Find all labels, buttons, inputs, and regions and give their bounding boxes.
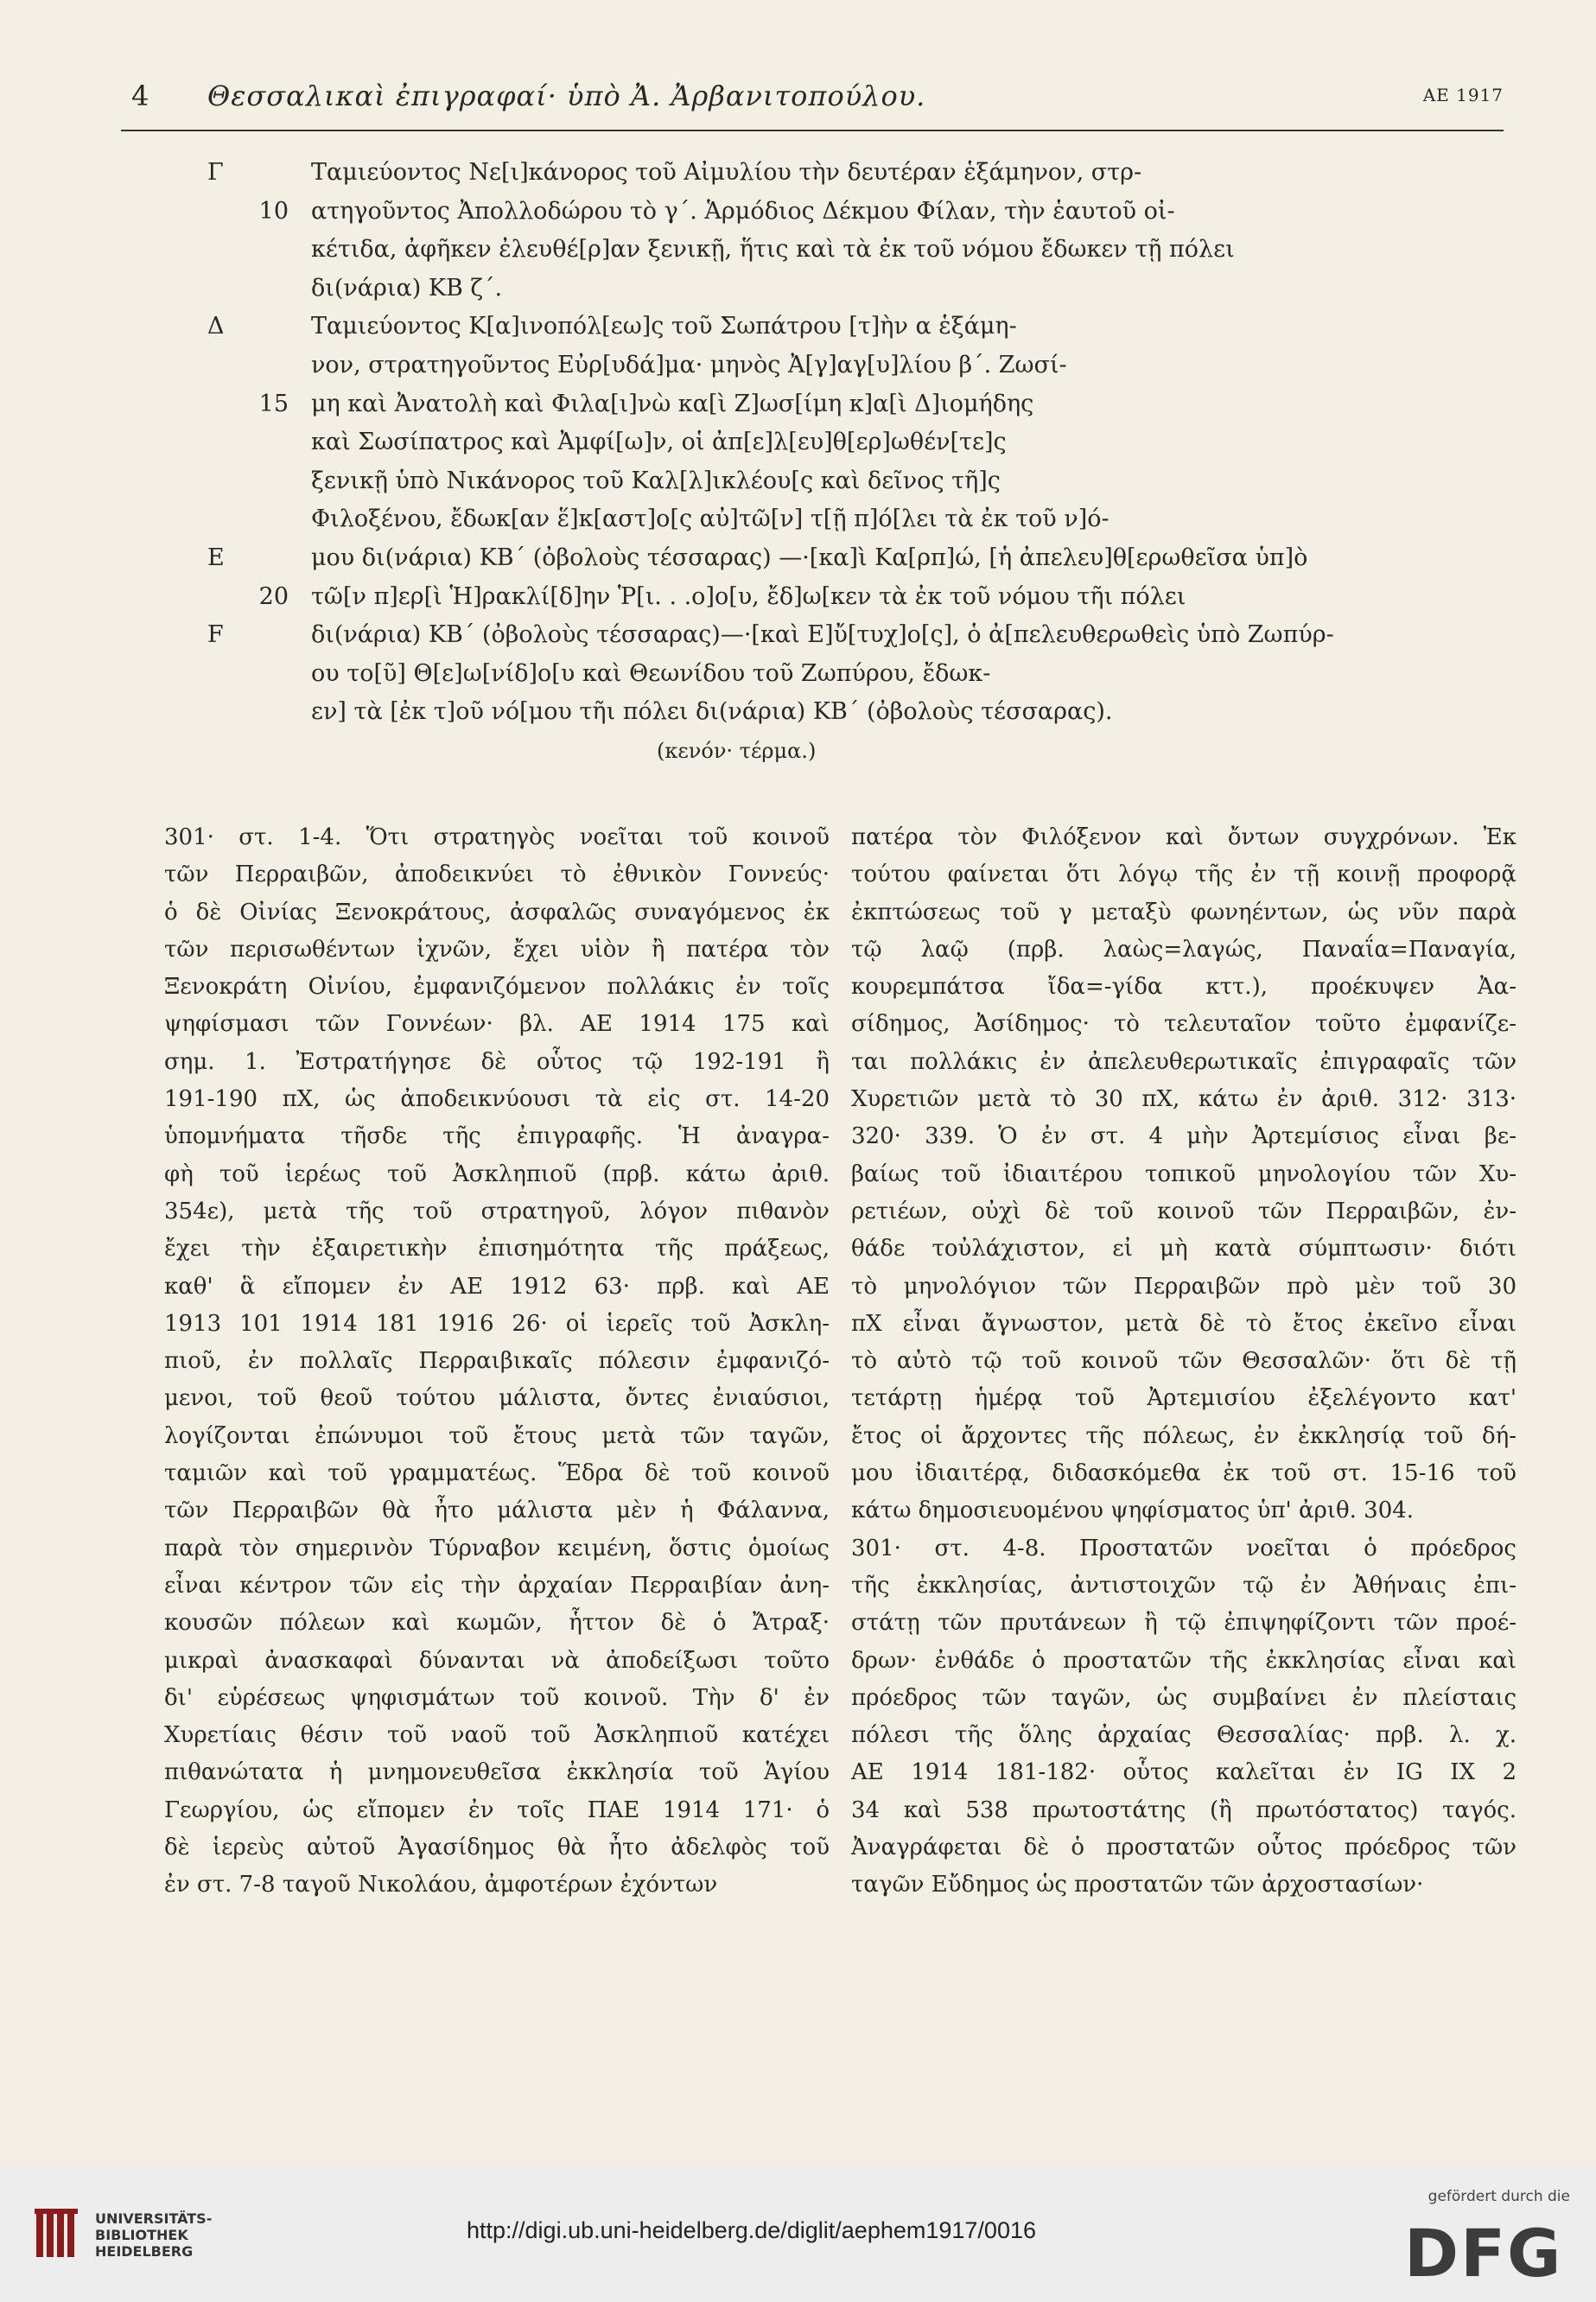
commentary-line: ρετιέων, οὐχὶ δὲ τοῦ κοινοῦ τῶν Περραιβῶν, ἐν- (851, 1198, 1517, 1224)
commentary-line: τῆς ἐκκλησίας, ἀντιστοιχῶν τῷ ἐν Ἀθήναις ἐπι- (851, 1572, 1517, 1599)
inscription-line-text: ατηγοῦντος Ἀπολλοδώρου τὸ γ΄. Ἁρμόδιος Δέκμου Φίλαν, τὴν ἑαυτοῦ οἰ- (311, 197, 1175, 225)
commentary-line: λογίζονται ἐπώνυμοι τοῦ ἔτους μετὰ τῶν ταγῶν, (164, 1422, 830, 1449)
library-name-line: UNIVERSITÄTS- (95, 2210, 213, 2227)
inscription-line-text: Ταμιεύοντος Νε[ι]κάνορος τοῦ Αἰμυλίου τὴν δευτέραν ἑξάμηνον, στρ- (311, 159, 1142, 186)
commentary-line: ὁ δὲ Οἰνίας Ξενοκράτους, ἀσφαλῶς συναγόμενος ἐκ (164, 899, 830, 925)
commentary-line: τῶν Περραιβῶν, ἀποδεικνύει τὸ ἐθνικὸν Γοννεύς· (164, 862, 830, 888)
commentary-line: πόλεσι τῆς ὅλης ἀρχαίας Θεσσαλίας· πρβ. λ. χ. (851, 1722, 1517, 1749)
commentary-line: ἔτος οἱ ἄρχοντες τῆς πόλεως, ἐν ἐκκλησίᾳ τοῦ δή- (851, 1422, 1517, 1449)
inscription-end-note (207, 732, 1434, 771)
header-rule (121, 130, 1504, 131)
commentary-left-column (164, 819, 830, 1905)
commentary-line: κουρεμπάτσα ἴδα=-γίδα κττ.), προέκυψεν Ἀα- (851, 974, 1517, 1001)
commentary-line: δι' εὑρέσεως ψηφισμάτων τοῦ κοινοῦ. Τὴν δ' ἐν (164, 1684, 830, 1711)
commentary-line: ὑπομνήματα τῆσδε τῆς ἐπιγραφῆς. Ἡ ἀναγρα- (164, 1123, 830, 1150)
commentary-line: μου ἰδιαιτέρᾳ, διδασκόμεθα ἐκ τοῦ στ. 15-16 τοῦ (851, 1460, 1517, 1487)
commentary-line: τετάρτῃ ἡμέρᾳ τοῦ Ἀρτεμισίου ἐξελέγοντο κατ' (851, 1385, 1517, 1412)
inscription-line-text: δι(νάρια) ΚΒ ζ΄. (311, 274, 503, 302)
commentary-line: 320· 339. Ὁ ἐν στ. 4 μὴν Ἀρτεμίσιος εἶναι βε- (851, 1123, 1517, 1150)
inscription-line (207, 539, 1434, 578)
commentary-line: πρόεδρος τῶν ταγῶν, ὡς συμβαίνει ἐν πλείσταις (851, 1684, 1517, 1711)
commentary-line: τὸ αὐτὸ τῷ τοῦ κοινοῦ τῶν Θεσσαλῶν· ὅτι δὲ τῇ (851, 1348, 1517, 1375)
commentary-line: κάτω δημοσιευομένου ψηφίσματος ὑπ' ἀριθ. 304. (851, 1498, 1415, 1524)
digitization-footer (0, 2169, 1596, 2302)
commentary-line: ψηφίσμασι τῶν Γοννέων· βλ. ΑΕ 1914 175 καὶ (164, 1011, 830, 1038)
running-title: Θεσσαλικαὶ ἐπιγραφαί· ὑπὸ Ἀ. Ἀρβανιτοπούλου. (207, 79, 926, 112)
commentary-line: στάτῃ τῶν πρυτάνεων ἢ τῷ ἐπιψηφίζοντι τῶν προέ- (851, 1610, 1517, 1637)
commentary-right-column (851, 819, 1517, 1905)
funding-note: gefördert durch die (1427, 2188, 1570, 2205)
face-letter: Δ (207, 313, 225, 340)
commentary-line: βαίως τοῦ ἰδιαιτέρου τοπικοῦ μηνολογίου τῶν Χυ- (851, 1161, 1517, 1187)
commentary-line: Ἀναγράφεται δὲ ὁ προστατῶν οὗτος πρόεδρος τῶν (851, 1835, 1517, 1861)
inscription-line-text: ξενικῇ ὑπὸ Νικάνορος τοῦ Καλ[λ]ικλέου[ς καὶ δεῖνος τῆ]ς (311, 467, 1001, 494)
inscription-line (207, 655, 1434, 694)
commentary-line: δρων· ἐνθάδε ὁ προστατῶν τῆς ἐκκλησίας εἶναι καὶ (851, 1647, 1517, 1674)
commentary-line: δὲ ἱερεὺς αὐτοῦ Ἀγασίδημος θὰ ἦτο ἀδελφὸς τοῦ (164, 1835, 830, 1861)
journal-reference: ΑΕ 1917 (1422, 85, 1504, 105)
library-name-line: BIBLIOTHEK (95, 2227, 188, 2243)
inscription-line-text: ου το[ῦ] Θ[ε]ω[νίδ]ο[υ καὶ Θεωνίδου τοῦ Ζωπύρου, ἔδωκ- (311, 659, 991, 687)
face-letter: Ε (207, 544, 225, 571)
commentary-line: παρὰ τὸν σημερινὸν Τύρναβον κειμένη, ὅστις ὁμοίως (164, 1535, 830, 1561)
inscription-line (207, 693, 1434, 732)
commentary-line: ἔχει τὴν ἐξαιρετικὴν ἐπισημότητα τῆς πράξεως, (164, 1236, 830, 1262)
inscription-line (207, 462, 1434, 501)
commentary-line: τούτου φαίνεται ὅτι λόγῳ τῆς ἐν τῇ κοινῇ προφορᾷ (851, 862, 1517, 888)
inscription-line-text: νον, στρατηγοῦντος Εὐρ[υδά]μα· μηνὸς Ἀ[γ]αγ[υ]λίου β΄. Ζωσί- (311, 351, 1067, 378)
commentary-line: 301· στ. 4-8. Προστατῶν νοεῖται ὁ πρόεδρος (851, 1535, 1517, 1561)
commentary-line: 34 καὶ 538 πρωτοστάτης (ἢ πρωτόστατος) ταγός. (851, 1796, 1517, 1823)
face-letter: Γ (207, 159, 224, 186)
commentary-line: Ξενοκράτη Οἰνίου, ἐμφανιζόμενον πολλάκις ἐν τοῖς (164, 974, 830, 1001)
inscription-line (207, 308, 1434, 347)
inscription-line-text: μου δι(νάρια) ΚΒ΄ (ὀβολοὺς τέσσαρας) —·[κα]ὶ Κα[ρπ]ώ, [ἡ ἀπελευ]θ[ερωθεῖσα ὑπ]ὸ (311, 544, 1308, 571)
commentary-line: σίδημος, Ἀσίδημος· τὸ τελευταῖον τοῦτο ἐμφανίζε- (851, 1011, 1517, 1038)
commentary-line: τῷ λαῷ (πρβ. λαὼς=λαγώς, Παναΐα=Παναγία, (851, 936, 1517, 963)
commentary-line: καθ' ἃ εἴπομεν ἐν ΑΕ 1912 63· πρβ. καὶ ΑΕ (164, 1273, 830, 1300)
library-name-line: HEIDELBERG (95, 2243, 194, 2260)
inscription-line-text: τῶ[ν π]ερ[ὶ Ἡ]ρακλί[δ]ην Ῥ[ι. . .ο]ο[υ, ἔδ]ω[κεν τὰ ἐκ τοῦ νόμου τῆι πόλει (311, 582, 1186, 610)
commentary-line: πατέρα τὸν Φιλόξενον καὶ ὄντων συγχρόνων. Ἐκ (851, 824, 1517, 850)
commentary-line: μικραὶ ἀνασκαφαὶ δύνανται νὰ ἀποδείξωσι τοῦτο (164, 1647, 830, 1674)
inscription-line (207, 270, 1434, 308)
commentary-line: ται πολλάκις ἐν ἀπελευθερωτικαῖς ἐπιγραφαῖς τῶν (851, 1048, 1517, 1075)
commentary-line: ΑΕ 1914 181-182· οὗτος καλεῖται ἐν IG IX 2 (851, 1759, 1517, 1786)
inscription-line-text: εν] τὰ [ἐκ τ]οῦ νό[μου τῆι πόλει δι(νάρια) ΚΒ΄ (ὀβολοὺς τέσσαρας). (311, 698, 1113, 726)
inscription-line-text: καὶ Σωσίπατρος καὶ Ἀμφί[ω]ν, οἱ ἀπ[ε]λ[ευ]θ[ερ]ωθέν[τε]ς (311, 429, 1007, 456)
inscription-line-text: (κενόν· τέρμα.) (657, 738, 817, 763)
inscription-text (207, 154, 1434, 771)
commentary-line: φὴ τοῦ ἱερέως τοῦ Ἀσκληπιοῦ (πρβ. κάτω ἀριθ. (164, 1161, 830, 1187)
inscription-line (207, 231, 1434, 270)
running-header (121, 79, 1504, 116)
dfg-logo-icon (1402, 2216, 1567, 2283)
inscription-line (207, 578, 1434, 617)
commentary-line: πΧ εἶναι ἄγνωστον, μετὰ δὲ τὸ ἔτος ἐκεῖνο εἶναι (851, 1310, 1517, 1337)
commentary-line: ταμιῶν καὶ τοῦ γραμματέως. Ἕδρα δὲ τοῦ κοινοῦ (164, 1460, 830, 1487)
commentary-line: 354ε), μετὰ τῆς τοῦ στρατηγοῦ, λόγον πιθανὸν (164, 1198, 830, 1224)
university-library-logo-icon (33, 2207, 85, 2261)
line-number: 10 (258, 197, 289, 225)
inscription-line-text: κέτιδα, ἀφῆκεν ἐλευθέ[ρ]αν ξενικῇ, ἥτις καὶ τὰ ἐκ τοῦ νόμου ἔδωκεν τῇ πόλει (311, 236, 1235, 264)
commentary-line: Χυρετίαις θέσιν τοῦ ναοῦ τοῦ Ἀσκληπιοῦ κατέχει (164, 1722, 830, 1749)
line-number: 20 (258, 582, 289, 610)
commentary-line: πιοῦ, ἐν πολλαῖς Περραιβικαῖς πόλεσιν ἐμφανιζό- (164, 1348, 830, 1375)
commentary-line: εἶναι κέντρον τῶν εἰς τὴν ἀρχαίαν Περραιβίαν ἀνη- (164, 1572, 830, 1599)
inscription-line (207, 154, 1434, 193)
line-number: 15 (258, 390, 289, 417)
inscription-line-text: δι(νάρια) ΚΒ΄ (ὀβολοὺς τέσσαρας)—·[καὶ Ε]ὔ[τυχ]ο[ς], ὁ ἀ[πελευθερωθεὶς ὑπὸ Ζωπύρ- (311, 621, 1334, 649)
inscription-line-text: μη καὶ Ἀνατολὴ καὶ Φιλα[ι]νὼ κα[ὶ Ζ]ωσ[ίμη κ]α[ὶ Δ]ιομήδης (311, 390, 1034, 417)
dfg-logo-text: DFG (1404, 2216, 1563, 2283)
inscription-line-text: Φιλοξένου, ἔδωκ[αν ἕ]κ[αστ]ο[ς αὐ]τῶ[ν] τ[ῇ π]ό[λει τὰ ἐκ τοῦ ν]ό- (311, 506, 1110, 533)
commentary-line: τῶν Περραιβῶν θὰ ἦτο μάλιστα μὲν ἡ Φάλαννα, (164, 1498, 830, 1524)
library-name (95, 2210, 212, 2260)
inscription-line (207, 423, 1434, 462)
commentary-line: θάδε τοὐλάχιστον, εἰ μὴ κατὰ σύμπτωσιν· διότι (851, 1236, 1517, 1262)
commentary-line: τῶν περισωθέντων ἰχνῶν, ἔχει υἱὸν ἢ πατέρα τὸν (164, 936, 830, 963)
commentary-line: Χυρετιῶν μετὰ τὸ 30 πΧ, κάτω ἐν ἀριθ. 312· 313· (851, 1086, 1517, 1113)
commentary-line: σημ. 1. Ἐστρατήγησε δὲ οὗτος τῷ 192-191 ἢ (164, 1048, 830, 1075)
inscription-line (207, 616, 1434, 655)
commentary-line: ἐν στ. 7-8 ταγοῦ Νικολάου, ἀμφοτέρων ἐχόντων (164, 1872, 718, 1898)
commentary-line: 1913 101 1914 181 1916 26· οἱ ἱερεῖς τοῦ Ἀσκλη- (164, 1310, 830, 1337)
commentary-line: πιθανώτατα ἡ μνημονευθεῖσα ἐκκλησία τοῦ Ἁγίου (164, 1759, 830, 1786)
face-letter: F (207, 621, 224, 649)
commentary-line: ταγῶν Εὔδημος ὡς προστατῶν τῶν ἀρχοστασίων· (851, 1872, 1424, 1898)
commentary-line: μενοι, τοῦ θεοῦ τούτου μάλιστα, ὄντες ἐνιαύσιοι, (164, 1385, 830, 1412)
commentary-line: 301· στ. 1-4. Ὅτι στρατηγὸς νοεῖται τοῦ κοινοῦ (164, 824, 830, 850)
permalink-url[interactable]: http://digi.ub.uni-heidelberg.de/diglit/aephem1917/0016 (467, 2217, 1036, 2243)
inscription-line (207, 385, 1434, 424)
commentary-line: 191-190 πΧ, ὡς ἀποδεικνύουσι τὰ εἰς στ. 14-20 (164, 1086, 830, 1113)
commentary-line: Γεωργίου, ὡς εἴπομεν ἐν τοῖς ΠΑΕ 1914 171· ὁ (164, 1796, 830, 1823)
inscription-line (207, 193, 1434, 232)
inscription-line (207, 500, 1434, 539)
page-number: 4 (131, 79, 149, 112)
commentary-line: τὸ μηνολόγιον τῶν Περραιβῶν πρὸ μὲν τοῦ 30 (851, 1273, 1517, 1300)
inscription-line (207, 347, 1434, 385)
inscription-line-text: Ταμιεύοντος Κ[α]ινοπόλ[εω]ς τοῦ Σωπάτρου [τ]ὴν α ἑξάμη- (311, 313, 1017, 340)
commentary-line: ἐκπτώσεως τοῦ γ μεταξὺ φωνηέντων, ὡς νῦν παρὰ (851, 899, 1517, 925)
commentary-line: κουσῶν πόλεων καὶ κωμῶν, ἧττον δὲ ὁ Ἄτραξ· (164, 1610, 830, 1637)
